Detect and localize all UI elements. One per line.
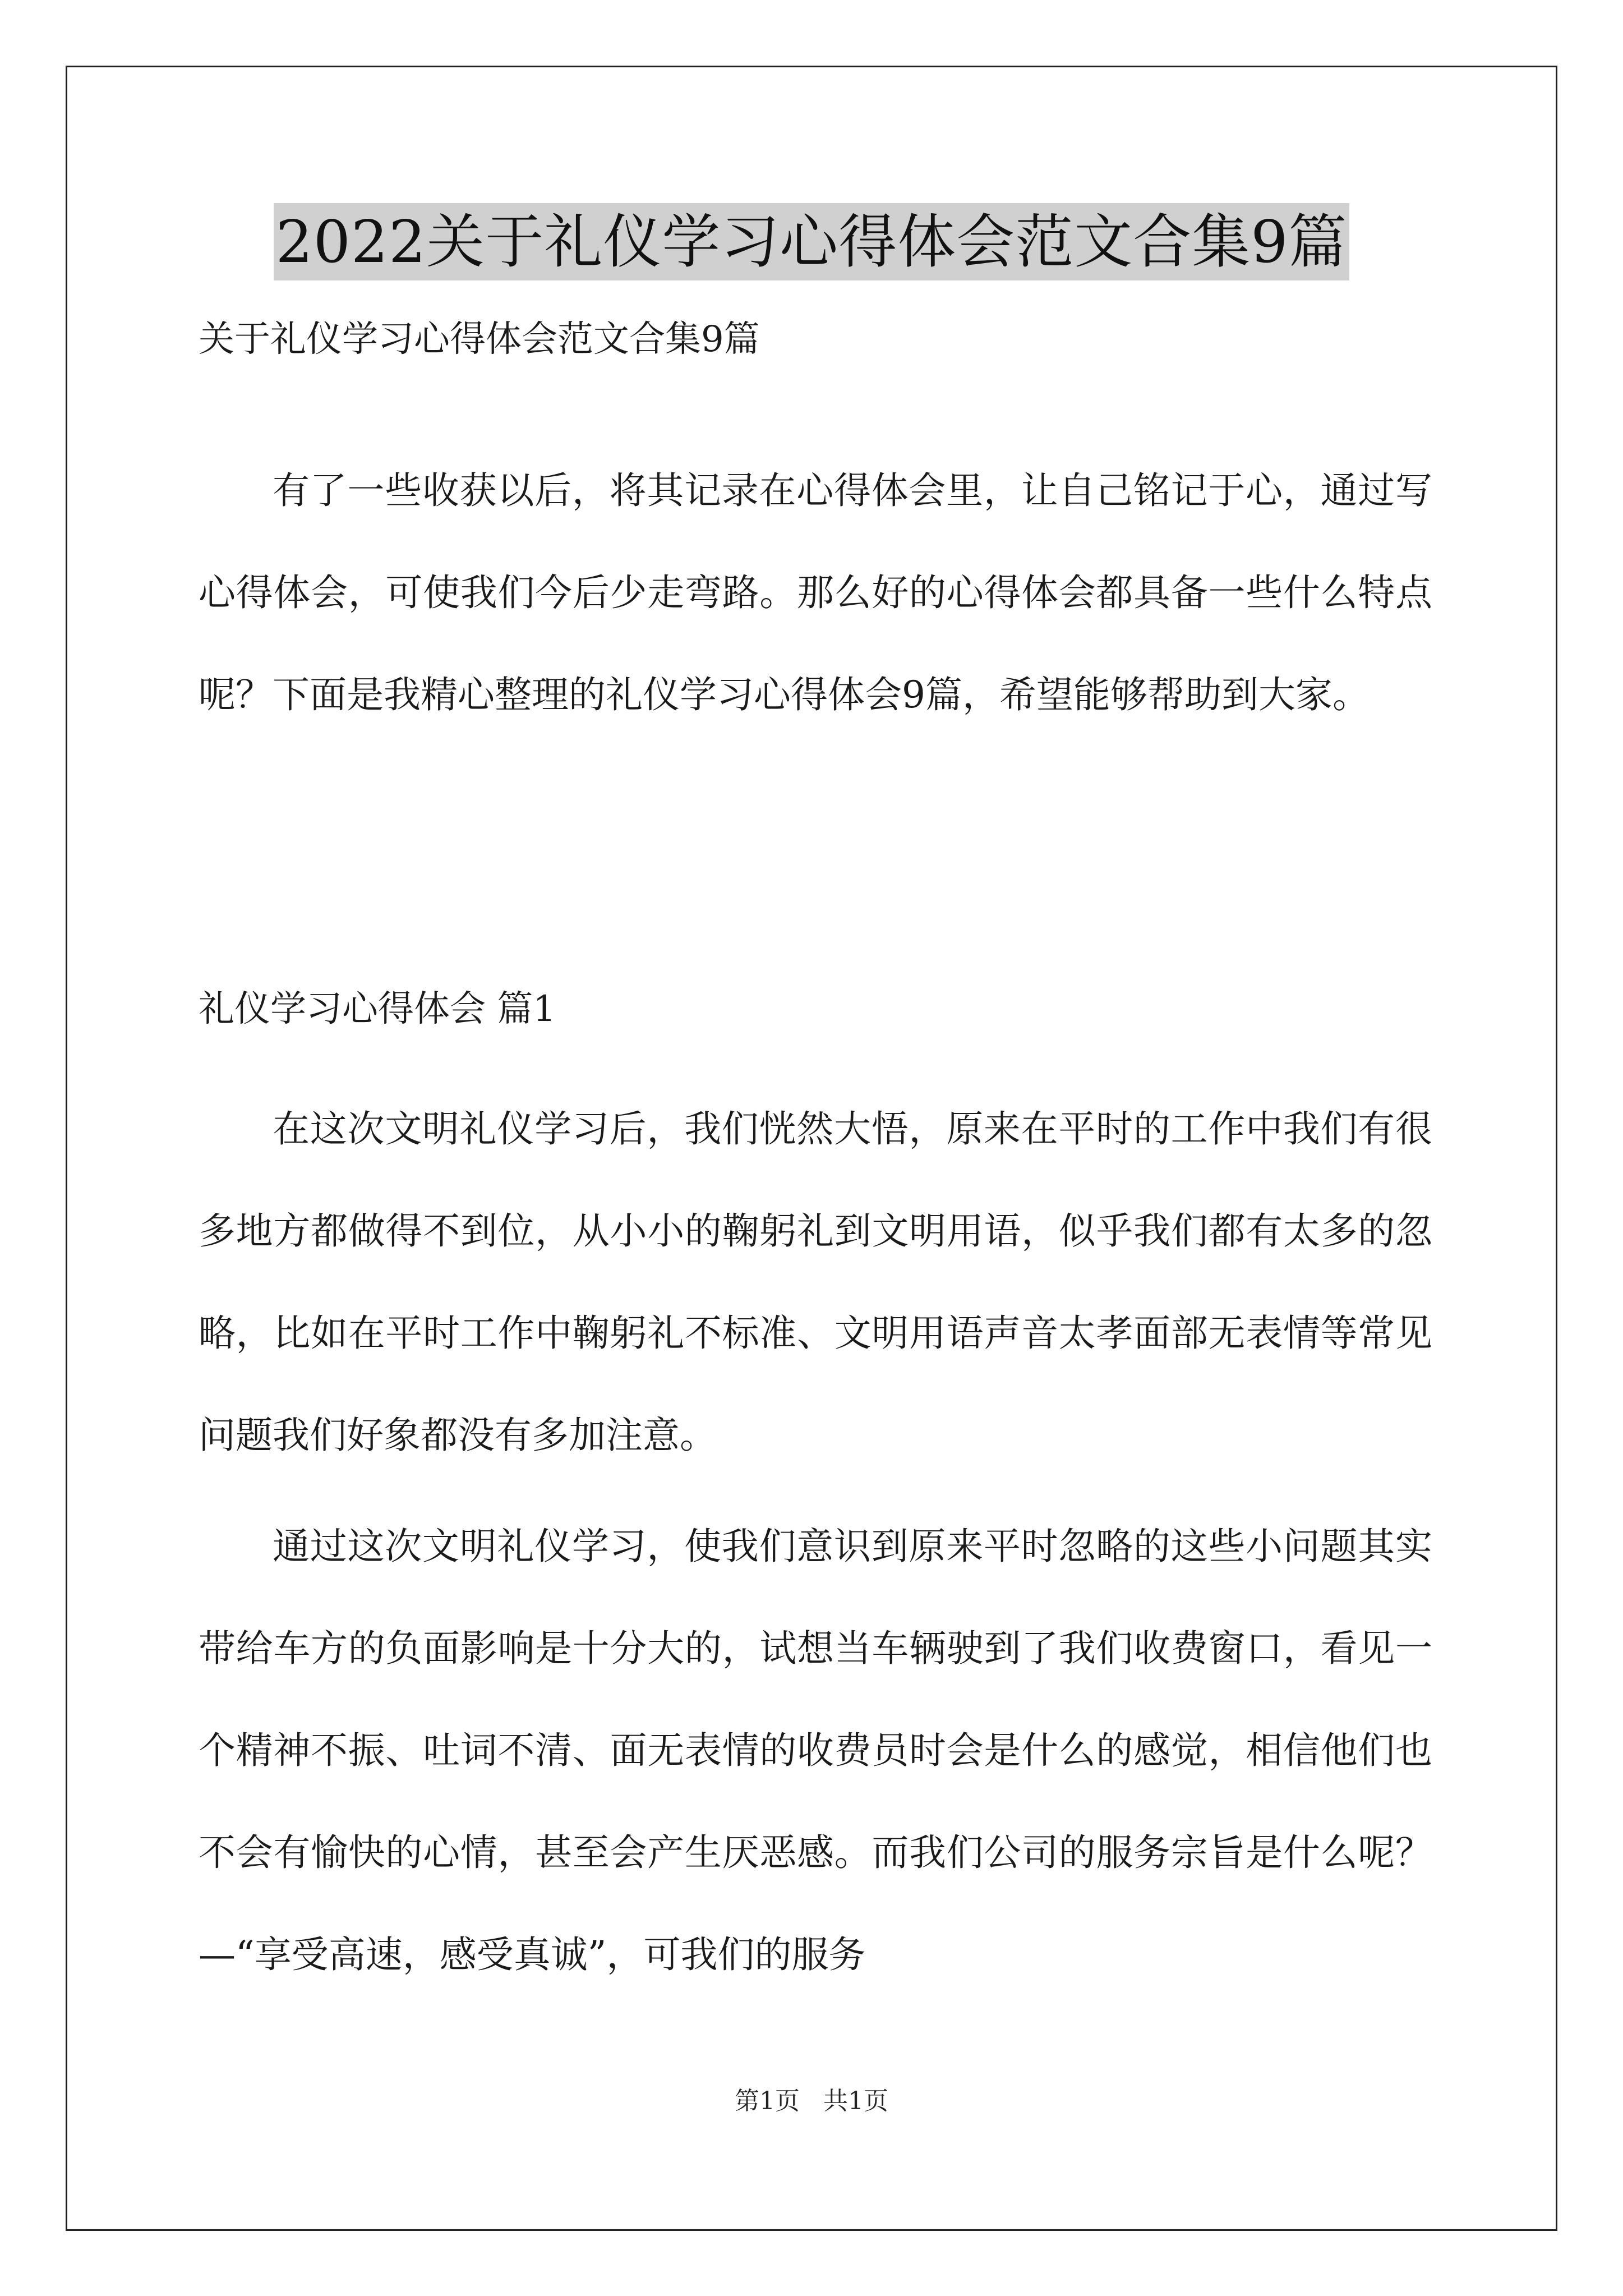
body-paragraph-2: 通过这次文明礼仪学习，使我们意识到原来平时忽略的这些小问题其实带给车方的负面影响是十分大的，试想当车辆驶到了我们收费窗口，看见一个精神不振、吐词不清、面无表情的收费员时会是什么的感觉，相信他们也不会有愉快的心情，甚至会产生厌恶感。而我们公司的服务宗旨是什么呢？—“享受高速，感受真诚”，可我们的服务 (199, 1525, 1432, 1976)
intro-paragraph: 有了一些收获以后，将其记录在心得体会里，让自己铭记于心，通过写心得体会，可使我们今后少走弯路。那么好的心得体会都具备一些什么特点呢？下面是我精心整理的礼仪学习心得体会9篇，希望能够帮助到大家。 (199, 469, 1432, 716)
section-heading: 礼仪学习心得体会 篇1 (199, 988, 556, 1030)
page-total: 共1页 (823, 2087, 888, 2115)
document-subtitle: 关于礼仪学习心得体会范文合集9篇 (199, 319, 760, 360)
body-paragraph-1: 在这次文明礼仪学习后，我们恍然大悟，原来在平时的工作中我们有很多地方都做得不到位，从小小的鞠躬礼到文明用语，似乎我们都有太多的忽略，比如在平时工作中鞠躬礼不标准、文明用语声音太孝面部无表情等常见问题我们好象都没有多加注意。 (199, 1107, 1432, 1457)
title-container (0, 203, 1623, 280)
document-title: 2022关于礼仪学习心得体会范文合集9篇 (274, 203, 1350, 280)
page-number: 第1页 (735, 2087, 800, 2115)
page-footer (0, 2085, 1623, 2118)
